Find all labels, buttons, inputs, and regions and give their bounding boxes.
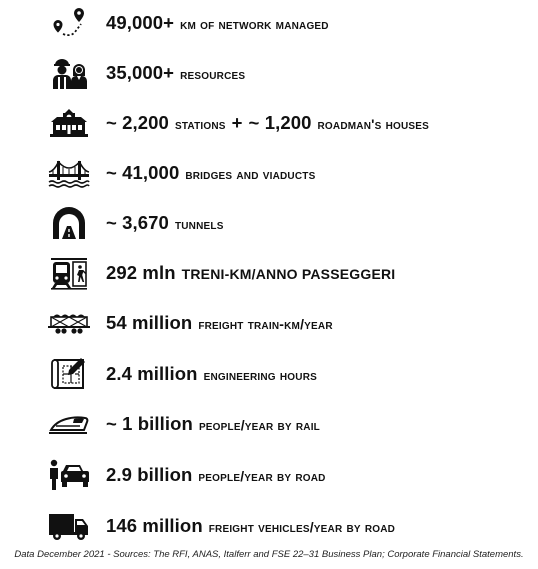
stat-label: tunnels: [174, 215, 224, 232]
stat-text: [106, 161, 316, 183]
stat-value: ~ 3,670: [106, 211, 169, 233]
workers-icon: [46, 53, 92, 93]
stat-value: 35,000+: [106, 61, 175, 83]
stat-joiner: +: [231, 111, 243, 133]
station-icon: [46, 103, 92, 143]
stat-row-passenger: [0, 253, 538, 293]
stat-row-tunnels: [0, 203, 538, 243]
stat-value: ~ 41,000: [106, 161, 180, 183]
stat-text: [106, 514, 396, 536]
bridge-icon: [46, 153, 92, 193]
stat-label: engineering hours: [203, 366, 317, 383]
stat-label: freight vehicles/year by road: [208, 518, 396, 535]
stat-row-engineering: [0, 354, 538, 394]
stat-row-freight-train: [0, 303, 538, 343]
stat-value: 2.4 million: [106, 362, 198, 384]
stat-value-secondary: ~ 1,200: [248, 111, 312, 133]
stat-label-secondary: roadman's houses: [317, 115, 430, 132]
stat-row-road: [0, 455, 538, 495]
stat-value: 146 million: [106, 514, 203, 536]
stat-value: ~ 1 billion: [106, 412, 193, 434]
stat-value: 292 mln: [106, 261, 176, 283]
stat-text: [106, 111, 430, 133]
passenger-train-icon: [46, 253, 92, 293]
stat-text: [106, 211, 224, 233]
stat-row-stations: [0, 103, 538, 143]
stat-text: [106, 362, 317, 384]
blueprint-icon: [46, 354, 92, 394]
person-car-icon: [46, 455, 92, 495]
stat-label: TRENI-KM/ANNO PASSEGGERI: [181, 265, 396, 282]
high-speed-train-icon: [46, 404, 92, 444]
map-route-icon: [46, 3, 92, 43]
stat-label: people/year by rail: [198, 416, 320, 433]
tunnel-icon: [46, 203, 92, 243]
stat-label: resources: [180, 65, 246, 82]
stat-row-resources: [0, 53, 538, 93]
stat-row-network: [0, 3, 538, 43]
stat-text: [106, 463, 326, 485]
stat-value: 2.9 billion: [106, 463, 193, 485]
stat-text: [106, 61, 246, 83]
stat-label: bridges and viaducts: [185, 165, 316, 182]
truck-icon: [46, 506, 92, 546]
stat-text: [106, 311, 333, 333]
stat-row-bridges: [0, 153, 538, 193]
stat-label: people/year by road: [198, 467, 326, 484]
stat-row-freight-vehicles: [0, 506, 538, 546]
stat-row-rail: [0, 404, 538, 444]
stat-label: stations: [174, 115, 226, 132]
stat-value: 49,000+: [106, 11, 175, 33]
freight-wagon-icon: [46, 303, 92, 343]
stat-text: [106, 261, 396, 283]
stat-label: freight train-km/year: [198, 315, 333, 332]
stat-value: 54 million: [106, 311, 193, 333]
stat-value: ~ 2,200: [106, 111, 169, 133]
stat-text: [106, 412, 320, 434]
stat-label: km of network managed: [180, 15, 329, 32]
source-footnote: Data December 2021 - Sources: The RFI, ANAS, Italferr and FSE 22–31 Business Plan; Corporate Financial Statements.: [14, 549, 524, 560]
stat-text: [106, 11, 329, 33]
